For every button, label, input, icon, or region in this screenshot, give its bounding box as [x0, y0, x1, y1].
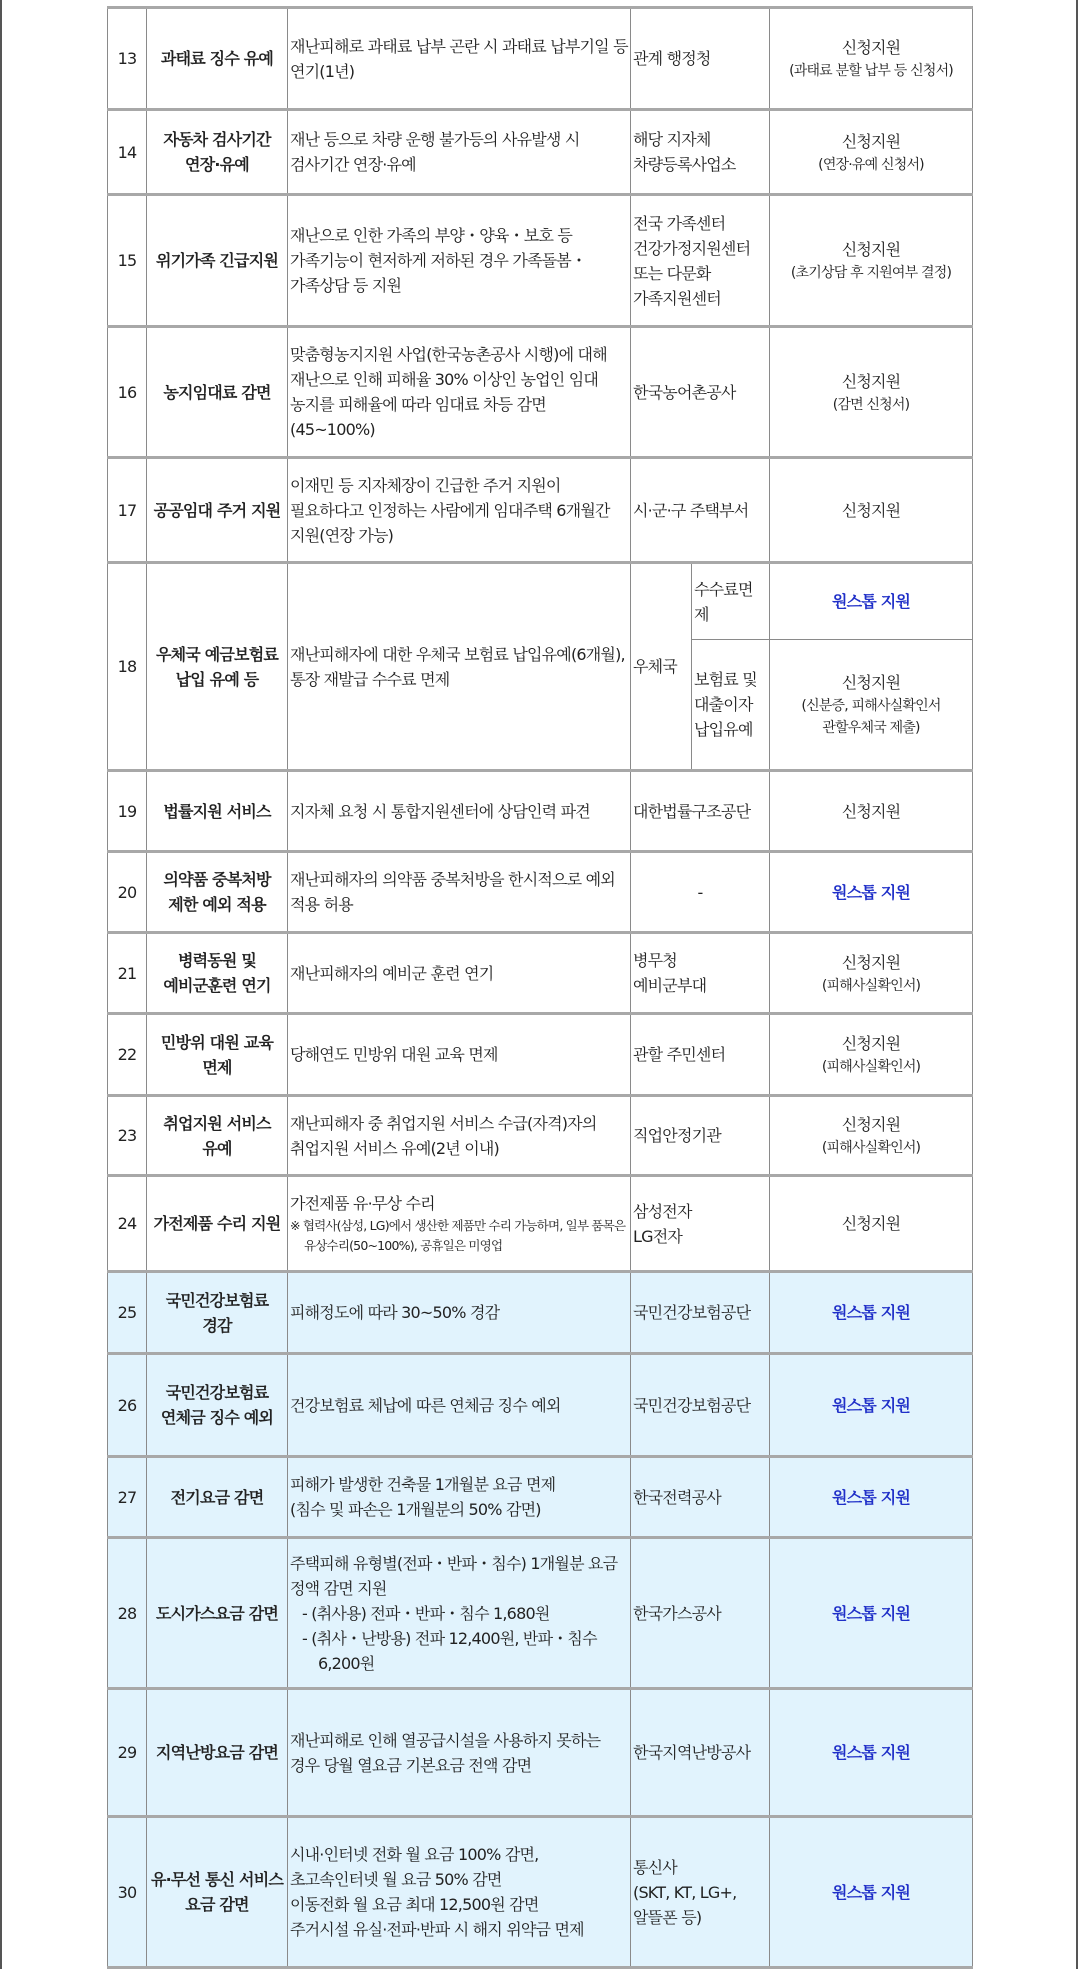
description-line: 시내·인터넷 전화 월 요금 100% 감면, 초고속인터넷 월 요금 50% 감면: [290, 1845, 539, 1889]
description-line: 재난피해로 과태료 납부 곤란 시 과태료 납부기일 등 연기(1년): [290, 36, 628, 81]
service-name: 의약품 중복처방 제한 예외 적용: [147, 852, 288, 933]
description-line: 가전제품 유·무상 수리: [290, 1194, 435, 1213]
page-right-border: [1076, 0, 1078, 1969]
agency-line: -: [697, 882, 703, 902]
table-row: [108, 1457, 973, 1538]
support-type: [770, 1014, 973, 1096]
table-row: [108, 852, 973, 933]
agency-line: 한국농어촌공사: [633, 382, 736, 402]
service-description: [288, 563, 631, 771]
service-name: 도시가스요금 감면: [147, 1538, 288, 1689]
agency-line: 직업안정기관: [633, 1126, 721, 1145]
row-number: 26: [108, 1354, 147, 1457]
agency-line: 해당 지자체: [633, 130, 711, 149]
description-line: 이동전화 월 요금 최대 12,500원 감면: [290, 1895, 539, 1914]
service-name: 위기가족 긴급지원: [147, 195, 288, 327]
service-description: [288, 1014, 631, 1096]
description-line: 재난으로 인한 가족의 부양・양육・보호 등 가족기능이 현저하게 저하된 경우 가족돌봄・가족상담 등 지원: [290, 226, 587, 295]
support-type: [770, 1538, 973, 1689]
row-number: 30: [108, 1817, 147, 1968]
agency-line: 전국 가족센터: [633, 213, 726, 233]
support-note: (감면 신청서): [832, 396, 910, 413]
onestop-support-label: 원스톱 지원: [831, 1603, 911, 1623]
agency: [631, 1817, 770, 1968]
service-description: [288, 1272, 631, 1354]
support-type: [770, 458, 973, 563]
agency-line: 대한법률구조공단: [633, 801, 751, 821]
application-support-label: 신청지원: [841, 1115, 901, 1134]
service-description: [288, 195, 631, 327]
support-type: [770, 933, 973, 1014]
agency-line: 또는 다문화: [633, 263, 711, 283]
service-description: [288, 1096, 631, 1176]
onestop-support-label: 원스톱 지원: [831, 592, 911, 611]
service-description: [288, 1354, 631, 1457]
service-description: [288, 327, 631, 458]
service-name: 가전제품 수리 지원: [147, 1176, 288, 1272]
agency: [631, 458, 770, 563]
table-row: [108, 771, 973, 852]
application-support-label: 신청지원: [841, 673, 901, 692]
onestop-support-label: 원스톱 지원: [831, 1882, 911, 1902]
service-name: 국민건강보험료 경감: [147, 1272, 288, 1354]
row-number: 22: [108, 1014, 147, 1096]
table-row: [108, 327, 973, 458]
onestop-support-label: 원스톱 지원: [831, 1395, 911, 1415]
table-row: [108, 195, 973, 327]
onestop-support-label: 원스톱 지원: [831, 1743, 911, 1762]
sub-category: 보험료 및 대출이자납입유예: [692, 640, 770, 771]
support-note: (피해사실확인서): [821, 1059, 921, 1075]
onestop-support-label: 원스톱 지원: [831, 882, 911, 902]
support-type: [770, 1272, 973, 1354]
service-name: 공공임대 주거 지원: [147, 458, 288, 563]
agency: [631, 1354, 770, 1457]
agency: [631, 1176, 770, 1272]
service-description: [288, 933, 631, 1014]
row-number: 18: [108, 563, 147, 771]
row-number: 28: [108, 1538, 147, 1689]
service-name: 과태료 징수 유예: [147, 8, 288, 110]
service-description: [288, 1538, 631, 1689]
support-note: (신분증, 피해사실확인서 관할우체국 제출): [801, 698, 941, 736]
row-number: 14: [108, 110, 147, 195]
service-name: 법률지원 서비스: [147, 771, 288, 852]
agency: [631, 933, 770, 1014]
agency-line: 한국전력공사: [633, 1487, 721, 1507]
table-row: [108, 458, 973, 563]
application-support-label: 신청지원: [841, 1214, 901, 1233]
support-type: [770, 1096, 973, 1176]
agency-line: 우체국: [633, 657, 677, 676]
support-type: [770, 327, 973, 458]
support-type: [770, 1817, 973, 1968]
support-type: [770, 1457, 973, 1538]
agency: [631, 771, 770, 852]
description-item: - (취사용) 전파・반파・침수 1,680원: [302, 1603, 550, 1623]
agency: [631, 1014, 770, 1096]
support-type: [770, 771, 973, 852]
agency-line: 삼성전자: [633, 1201, 692, 1221]
agency-line: 병무청: [633, 951, 677, 970]
service-name: 국민건강보험료 연체금 징수 예외: [147, 1354, 288, 1457]
description-line: 피해정도에 따라 30~50% 경감: [290, 1303, 500, 1322]
service-description: [288, 1457, 631, 1538]
description-line: 맞춤형농지지원 사업(한국농촌공사 시행)에 대해 재난으로 인해 피해율 30% 이상인 농업인 임대 농지를 피해율에 따라 임대료 차등 감면(45~100%): [290, 345, 607, 439]
row-number: 25: [108, 1272, 147, 1354]
service-description: [288, 1689, 631, 1817]
service-name: 병력동원 및 예비군훈련 연기: [147, 933, 288, 1014]
table-row: [108, 563, 973, 640]
agency: [631, 110, 770, 195]
row-number: 29: [108, 1689, 147, 1817]
row-number: 27: [108, 1457, 147, 1538]
support-type: [770, 110, 973, 195]
application-support-label: 신청지원: [841, 240, 901, 259]
agency-line: LG전자: [633, 1226, 683, 1246]
table-row: [108, 1272, 973, 1354]
agency-line: 가족지원센터: [633, 288, 721, 308]
application-support-label: 신청지원: [841, 801, 901, 821]
agency-line: 통신사: [633, 1857, 677, 1877]
support-type: [770, 640, 973, 771]
application-support-label: 신청지원: [841, 38, 901, 57]
service-name: 취업지원 서비스 유예: [147, 1096, 288, 1176]
description-line: (침수 및 파손은 1개월분의 50% 감면): [290, 1500, 541, 1519]
description-line: 재난피해로 인해 열공급시설을 사용하지 못하는 경우 당월 열요금 기본요금 전액 감면: [290, 1730, 601, 1775]
application-support-label: 신청지원: [841, 1034, 901, 1053]
description-line: 재난 등으로 차량 운행 불가등의 사유발생 시 검사기간 연장·유예: [290, 130, 580, 174]
agency: [631, 1272, 770, 1354]
onestop-support-label: 원스톱 지원: [831, 1487, 911, 1507]
support-note: (연장·유예 신청서): [818, 156, 924, 173]
agency-line: 시·군·구 주택부서: [633, 500, 749, 520]
application-support-label: 신청지원: [841, 500, 901, 520]
agency-line: 관할 주민센터: [633, 1045, 726, 1064]
description-note: ※ 협력사(삼성, LG)에서 생산한 제품만 수리 가능하며, 일부 품목은 유상수리(50~100%), 공휴일은 미영업: [290, 1218, 626, 1253]
row-number: 23: [108, 1096, 147, 1176]
application-support-label: 신청지원: [841, 371, 901, 391]
application-support-label: 신청지원: [841, 952, 901, 972]
table-row: [108, 1354, 973, 1457]
row-number: 24: [108, 1176, 147, 1272]
agency-line: 국민건강보험공단: [633, 1303, 751, 1322]
agency-line: 국민건강보험공단: [633, 1395, 751, 1415]
support-table: [107, 6, 973, 1969]
description-line: 재난피해자의 예비군 훈련 연기: [290, 963, 494, 983]
agency: [631, 1096, 770, 1176]
agency: [631, 852, 770, 933]
service-description: [288, 771, 631, 852]
service-description: [288, 852, 631, 933]
description-line: 주택피해 유형별(전파・반파・침수) 1개월분 요금 정액 감면 지원: [290, 1553, 618, 1598]
table-row: [108, 1096, 973, 1176]
table-row: [108, 1014, 973, 1096]
service-description: [288, 8, 631, 110]
description-line: 재난피해자에 대한 우체국 보험료 납입유예(6개월), 통장 재발급 수수료 면제: [290, 644, 625, 689]
service-name: 농지임대료 감면: [147, 327, 288, 458]
agency-line: 예비군부대: [633, 976, 707, 995]
description-line: 재난피해자의 의약품 중복처방을 한시적으로 예외 적용 허용: [290, 870, 615, 914]
description-line: 이재민 등 지자체장이 긴급한 주거 지원이 필요하다고 인정하는 사람에게 임대주택 6개월간 지원(연장 가능): [290, 475, 610, 545]
onestop-support-label: 원스톱 지원: [831, 1303, 911, 1322]
agency-line: 차량등록사업소: [633, 155, 736, 174]
agency: [631, 563, 692, 771]
agency: [631, 327, 770, 458]
service-description: [288, 110, 631, 195]
service-name: 자동차 검사기간 연장·유예: [147, 110, 288, 195]
row-number: 17: [108, 458, 147, 563]
support-note: (피해사실확인서): [821, 977, 921, 994]
table-row: [108, 1817, 973, 1968]
description-item: - (취사・난방용) 전파 12,400원, 반파・침수 6,200원: [302, 1628, 597, 1673]
service-name: 민방위 대원 교육 면제: [147, 1014, 288, 1096]
description-line: 당해연도 민방위 대원 교육 면제: [290, 1045, 498, 1064]
row-number: 21: [108, 933, 147, 1014]
row-number: 13: [108, 8, 147, 110]
description-line: 건강보험료 체납에 따른 연체금 징수 예외: [290, 1395, 561, 1415]
description-line: 피해가 발생한 건축물 1개월분 요금 면제: [290, 1475, 556, 1494]
row-number: 16: [108, 327, 147, 458]
agency: [631, 1689, 770, 1817]
table-row: [108, 933, 973, 1014]
table-row: [108, 1538, 973, 1689]
agency-line: 관계 행정청: [633, 49, 711, 68]
agency: [631, 195, 770, 327]
sub-category: 수수료면제: [692, 563, 770, 640]
row-number: 19: [108, 771, 147, 852]
support-type: [770, 195, 973, 327]
service-description: [288, 1176, 631, 1272]
agency: [631, 1457, 770, 1538]
support-type: [770, 1176, 973, 1272]
application-support-label: 신청지원: [841, 131, 901, 151]
service-description: [288, 1817, 631, 1968]
support-type: [770, 8, 973, 110]
service-name: 유·무선 통신 서비스 요금 감면: [147, 1817, 288, 1968]
service-name: 우체국 예금보험료 납입 유예 등: [147, 563, 288, 771]
support-note: (피해사실확인서): [821, 1140, 921, 1156]
agency-line: 한국가스공사: [633, 1603, 721, 1623]
service-description: [288, 458, 631, 563]
support-type: [770, 563, 973, 640]
support-type: [770, 852, 973, 933]
description-line: 재난피해자 중 취업지원 서비스 수급(자격)자의 취업지원 서비스 유예(2년 이내): [290, 1113, 597, 1158]
service-name: 전기요금 감면: [147, 1457, 288, 1538]
table-row: [108, 1689, 973, 1817]
row-number: 20: [108, 852, 147, 933]
description-line: 주거시설 유실·전파·반파 시 해지 위약금 면제: [290, 1920, 584, 1939]
support-note: (초기상담 후 지원여부 결정): [790, 265, 952, 281]
table-row: [108, 1176, 973, 1272]
agency-line: 한국지역난방공사: [633, 1743, 751, 1762]
agency: [631, 1538, 770, 1689]
agency-line: 건강가정지원센터: [633, 238, 751, 258]
service-name: 지역난방요금 감면: [147, 1689, 288, 1817]
agency: [631, 8, 770, 110]
row-number: 15: [108, 195, 147, 327]
support-type: [770, 1689, 973, 1817]
support-type: [770, 1354, 973, 1457]
description-line: 지자체 요청 시 통합지원센터에 상담인력 파견: [290, 801, 590, 821]
page-left-border: [0, 0, 2, 1969]
table-row: [108, 8, 973, 110]
support-note: (과태료 분할 납부 등 신청서): [789, 63, 953, 79]
table-row: [108, 110, 973, 195]
agency-line: (SKT, KT, LG+, 알뜰폰 등): [633, 1882, 737, 1927]
